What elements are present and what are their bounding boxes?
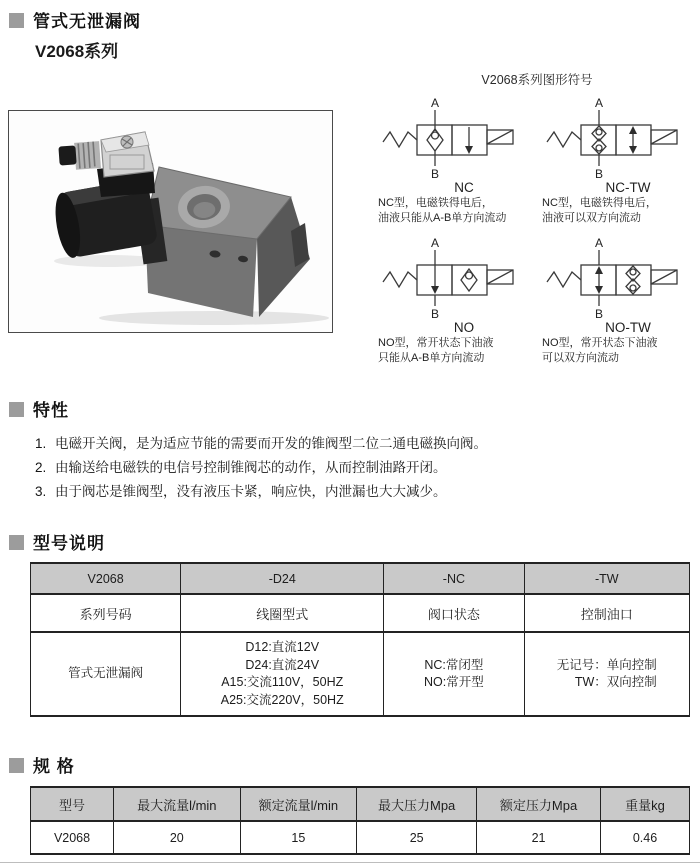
- section-bullet-icon: [9, 535, 24, 550]
- spring-icon: [383, 132, 417, 147]
- detail-coil-options: [181, 632, 384, 716]
- flow-arrow-down-icon: [465, 127, 473, 154]
- flow-arrow-down-icon: [431, 265, 439, 294]
- spec-header-rated-flow: 额定流量l/min: [240, 787, 357, 821]
- valve-symbol-no-tw: [542, 236, 692, 334]
- model-table-header-row: [31, 563, 690, 594]
- symbol-desc-line: NC型，电磁铁得电后，: [542, 197, 657, 209]
- spring-icon: [383, 272, 417, 287]
- control-option-value: 单向控制: [606, 657, 657, 672]
- spec-header-weight: 重量kg: [601, 787, 690, 821]
- title-block: [9, 7, 141, 62]
- section-bullet-icon: [9, 758, 24, 773]
- control-option-label: 无记号：: [556, 657, 607, 672]
- model-code-port: -NC: [384, 563, 524, 594]
- valve-symbol-nc: [378, 96, 528, 194]
- spec-section-heading: 规 格: [33, 757, 75, 776]
- label-control-port: 控制油口: [524, 594, 689, 632]
- spec-table-header-row: [31, 787, 690, 821]
- symbol-desc-line: 油液只能从A-B单方向流动: [378, 212, 507, 224]
- port-a-label: A: [594, 96, 604, 110]
- port-b-label: B: [430, 167, 440, 181]
- section-bullet-icon: [9, 402, 24, 417]
- coil-option: A15:交流110V，50HZ: [221, 675, 344, 689]
- symbol-label: NO-TW: [605, 320, 651, 334]
- double-check-valve-icon: [592, 126, 606, 154]
- page-bottom-rule: [0, 862, 700, 863]
- valve-symbol-no: [378, 236, 528, 334]
- symbol-desc-line: 只能从A-B单方向流动: [378, 352, 485, 364]
- feature-text: 由输送给电磁铁的电信号控制锥阀芯的动作，从而控制油路开闭。: [55, 460, 447, 475]
- product-photo-frame: [8, 110, 333, 333]
- feature-item: [35, 432, 684, 456]
- label-port-state: 阀口状态: [384, 594, 524, 632]
- symbol-desc-line: 可以双方向流动: [542, 352, 619, 364]
- spring-icon: [547, 272, 581, 287]
- symbols-grid: [378, 96, 696, 366]
- section-bullet-icon: [9, 13, 24, 28]
- coil-option: D24:直流24V: [245, 657, 320, 672]
- features-heading-row: [9, 396, 684, 421]
- model-table-container: [30, 562, 690, 717]
- double-check-valve-icon: [626, 266, 640, 294]
- symbol-cell-nc-tw: [542, 96, 696, 226]
- spec-header-model: 型号: [31, 787, 114, 821]
- symbols-panel: [378, 70, 696, 366]
- label-coil-type: 线圈型式: [181, 594, 384, 632]
- feature-item: [35, 456, 684, 480]
- solenoid-icon: [651, 270, 677, 284]
- symbol-desc-line: NC型，电磁铁得电后，: [378, 197, 493, 209]
- feature-number: 1.: [35, 436, 47, 451]
- port-state-option: NO:常开型: [424, 675, 484, 689]
- control-option-label: TW：: [574, 675, 607, 689]
- model-table-label-row: [31, 594, 690, 632]
- detail-product-name: 管式无泄漏阀: [31, 632, 181, 716]
- symbol-label: NO: [453, 320, 475, 334]
- coil-option: A25:交流220V，50HZ: [220, 692, 344, 707]
- symbol-desc-line: 油液可以双方向流动: [542, 212, 641, 224]
- model-section-heading-row: [9, 529, 105, 554]
- port-state-option: NC:常闭型: [424, 657, 484, 672]
- coil-option: D12:直流12V: [245, 640, 320, 654]
- page-title: [9, 7, 141, 32]
- spec-weight-value: 0.46: [601, 821, 690, 854]
- spec-header-max-flow: 最大流量l/min: [114, 787, 241, 821]
- flow-arrow-both-icon: [595, 266, 603, 294]
- feature-item: [35, 480, 684, 504]
- symbol-cell-no: [378, 236, 532, 366]
- spec-header-rated-pressure: 额定压力Mpa: [477, 787, 601, 821]
- port-a-label: A: [594, 236, 604, 250]
- spec-section-heading-row: [9, 752, 75, 777]
- label-series: 系列号码: [31, 594, 181, 632]
- control-option-value: 双向控制: [606, 675, 657, 689]
- spec-max-pressure-value: 25: [357, 821, 477, 854]
- model-code-series: V2068: [31, 563, 181, 594]
- feature-text: 由于阀芯是锥阀型，没有液压卡紧，响应快，内泄漏也大大减少。: [55, 484, 447, 499]
- symbol-label: NC-TW: [605, 180, 651, 194]
- spec-table-data-row: [31, 821, 690, 854]
- check-valve-icon: [461, 269, 477, 291]
- port-a-label: A: [430, 96, 440, 110]
- spec-table: [30, 786, 690, 855]
- solenoid-icon: [487, 270, 513, 284]
- port-a-label: A: [430, 236, 440, 250]
- spec-rated-pressure-value: 21: [477, 821, 601, 854]
- port-b-label: B: [430, 307, 440, 321]
- product-photo: [9, 111, 332, 332]
- symbol-cell-no-tw: [542, 236, 696, 366]
- port-b-label: B: [594, 307, 604, 321]
- symbol-desc-line: NO型，常开状态下油液: [542, 337, 658, 349]
- symbol-cell-nc: [378, 96, 532, 226]
- model-table: [30, 562, 690, 717]
- model-code-coil: -D24: [181, 563, 384, 594]
- detail-port-states: [384, 632, 524, 716]
- spring-icon: [547, 132, 581, 147]
- page-title-text: 管式无泄漏阀: [33, 12, 141, 31]
- model-section-heading: 型号说明: [33, 534, 105, 553]
- feature-text: 电磁开关阀，是为适应节能的需要而开发的锥阀型二位二通电磁换向阀。: [55, 436, 487, 451]
- detail-control-options: [524, 632, 689, 716]
- model-code-control: -TW: [524, 563, 689, 594]
- series-subtitle: V2068系列: [35, 42, 119, 61]
- port-b-label: B: [594, 167, 604, 181]
- spec-table-container: [30, 786, 690, 855]
- model-table-detail-row: [31, 632, 690, 716]
- spec-model-value: V2068: [31, 821, 114, 854]
- features-list: [35, 432, 684, 504]
- symbols-heading: V2068系列图形符号: [481, 73, 593, 87]
- feature-number: 3.: [35, 484, 47, 499]
- feature-number: 2.: [35, 460, 47, 475]
- valve-symbol-nc-tw: [542, 96, 692, 194]
- spec-header-max-pressure: 最大压力Mpa: [357, 787, 477, 821]
- check-valve-icon: [427, 125, 443, 155]
- flow-arrow-both-icon: [629, 126, 637, 154]
- symbol-label: NC: [454, 180, 474, 194]
- solenoid-icon: [651, 130, 677, 144]
- solenoid-icon: [487, 130, 513, 144]
- spec-max-flow-value: 20: [114, 821, 241, 854]
- control-options-grid: [557, 657, 657, 692]
- spec-rated-flow-value: 15: [240, 821, 357, 854]
- features-section: [9, 396, 684, 504]
- symbol-desc-line: NO型，常开状态下油液: [378, 337, 494, 349]
- features-heading: 特性: [33, 401, 69, 420]
